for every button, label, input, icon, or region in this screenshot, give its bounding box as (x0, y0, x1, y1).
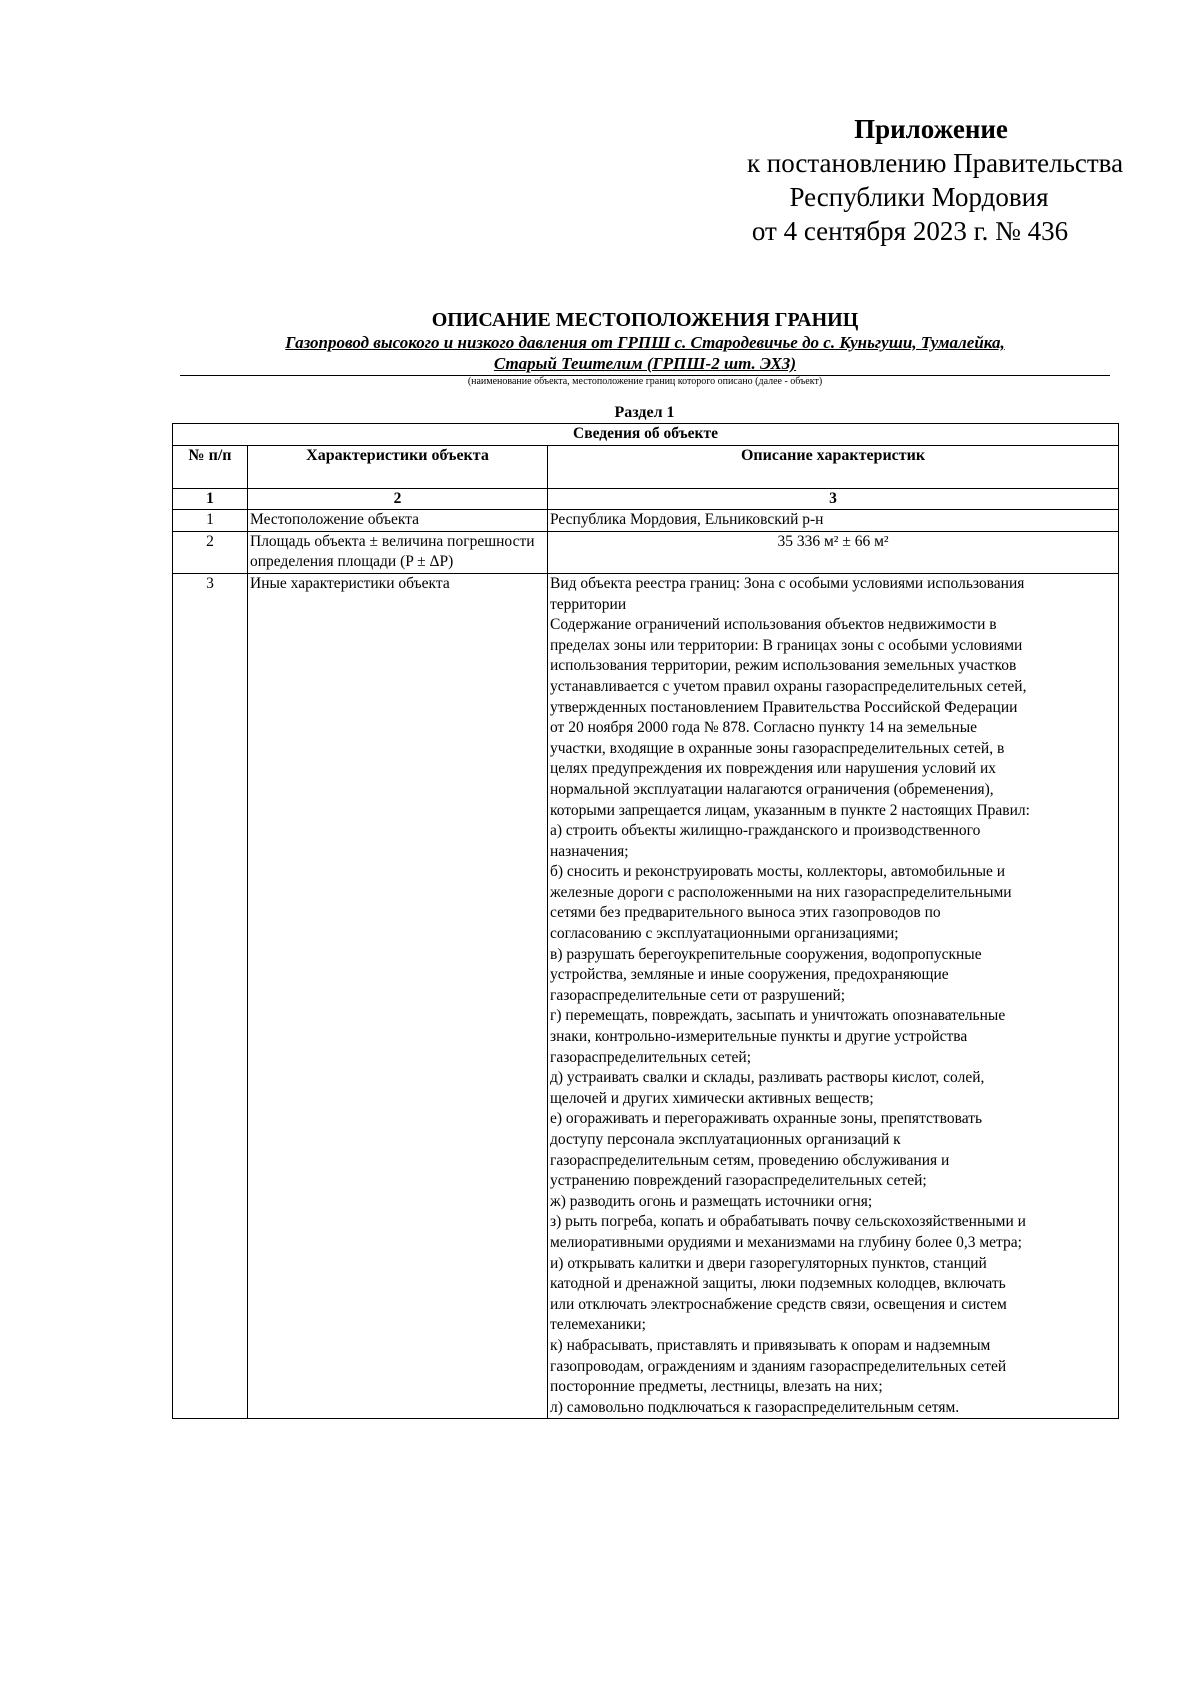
description-line: л) самовольно подключаться к газораспределительным сетям. (550, 1398, 960, 1416)
description-line: к) набрасывать, приставлять и привязывать к опорам и надземным (550, 1336, 991, 1354)
object-info-table (172, 423, 1119, 1419)
description-line: з) рыть погреба, копать и обрабатывать почву сельскохозяйственными и (550, 1213, 1026, 1231)
row-description: 35 336 м² ± 66 м² (548, 531, 1119, 573)
document-title: ОПИСАНИЕ МЕСТОПОЛОЖЕНИЯ ГРАНИЦ (431, 309, 859, 331)
table-caption-row (173, 424, 1119, 446)
description-line: устранению повреждений газораспределительных сетей; (550, 1172, 927, 1190)
description-line: Содержание ограничений использования объектов недвижимости в (550, 616, 997, 634)
description-line: в) разрушать берегоукрепительные сооружения, водопропускные (550, 945, 982, 963)
row-number: 2 (173, 531, 248, 573)
column-number-1: 1 (173, 488, 248, 510)
description-line: а) строить объекты жилищно-гражданского и производственного (550, 822, 981, 840)
description-line: доступу персонала эксплуатационных организаций к (550, 1131, 901, 1148)
appendix-line-2: Республики Мордовия (789, 182, 1049, 212)
description-line: использования территории, режим использования земельных участков (550, 657, 1017, 675)
row-characteristic: Площадь объекта ± величина погрешности определения площади (P ± ΔP) (248, 531, 548, 573)
object-name-line-1: Газопровод высокого и низкого давления от ГРПШ с. Стародевичье до с. Куньгуши, Тумалейка, (285, 333, 1005, 352)
object-name-line-2: Старый Тештелим (ГРПШ-2 шт. ЭХЗ) (493, 354, 797, 373)
column-number-2: 2 (248, 488, 548, 510)
description-line: д) устраивать свалки и склады, разливать растворы кислот, солей, (550, 1069, 985, 1087)
table-caption: Сведения об объекте (173, 424, 1119, 446)
description-line: пределах зоны или территории: В границах зоны с особыми условиями (550, 636, 1023, 654)
description-line: сетями без предварительного выноса этих газопроводов по (550, 904, 941, 922)
row-description-restrictions (548, 573, 1119, 1418)
column-header-number: № п/п (173, 445, 248, 488)
description-line: согласованию с эксплуатационными организациями; (550, 925, 899, 943)
table-header-row (173, 445, 1119, 488)
description-line: е) огораживать и перегораживать охранные зоны, препятствовать (550, 1110, 983, 1128)
column-number-row (173, 488, 1119, 510)
description-line: территории (550, 595, 627, 613)
description-line: нормальной эксплуатации налагаются ограничения (обременения), (550, 780, 994, 798)
appendix-line-1: к постановлению Правительства (746, 148, 1124, 178)
description-line: б) сносить и реконструировать мосты, коллекторы, автомобильные и (550, 863, 1006, 881)
description-line: щелочей и других химически активных веществ; (550, 1089, 874, 1107)
description-line: посторонние предметы, лестницы, влезать на них; (550, 1378, 883, 1396)
row-characteristic: Иные характеристики объекта (248, 573, 548, 1418)
column-header-description: Описание характеристик (548, 445, 1119, 488)
object-caption: (наименование объекта, местоположение границ которого описано (далее - объект) (467, 376, 823, 387)
table-row (173, 531, 1119, 573)
description-line: ж) разводить огонь и размещать источники огня; (550, 1192, 873, 1210)
description-line: участки, входящие в охранные зоны газораспределительных сетей, в (550, 739, 1005, 757)
row-description: Республика Мордовия, Ельниковский р-н (548, 510, 1119, 532)
description-line: газораспределительных сетей; (550, 1048, 752, 1066)
description-line: устанавливается с учетом правил охраны газораспределительных сетей, (550, 677, 1027, 695)
appendix-block (690, 112, 1140, 248)
table-row (173, 573, 1119, 1418)
table-row (173, 510, 1119, 532)
row-number: 3 (173, 573, 248, 1418)
document-header (180, 308, 1110, 388)
description-line: от 20 ноября 2000 года № 878. Согласно пункту 14 на земельные (550, 719, 977, 737)
description-line: г) перемещать, повреждать, засыпать и уничтожать опознавательные (550, 1007, 1006, 1025)
row-number: 1 (173, 510, 248, 532)
description-line: железные дороги с расположенными на них газораспределительными (550, 883, 1012, 901)
description-line: телемеханики; (550, 1316, 646, 1334)
column-header-characteristics: Характеристики объекта (248, 445, 548, 488)
description-line: катодной и дренажной защиты, люки подземных колодцев, включать (550, 1275, 1006, 1293)
description-line: газораспределительным сетям, проведению обслуживания и (550, 1151, 950, 1169)
description-line: целях предупреждения их повреждения или нарушения условий их (550, 760, 997, 778)
description-line: утвержденных постановлением Правительства Российской Федерации (550, 698, 1018, 716)
description-line: знаки, контрольно-измерительные пункты и другие устройства (550, 1028, 968, 1046)
row-characteristic: Местоположение объекта (248, 510, 548, 532)
description-line: назначения; (550, 842, 629, 860)
description-line: газопроводам, ограждениям и зданиям газораспределительных сетей (550, 1357, 1007, 1375)
description-line: или отключать электроснабжение средств связи, освещения и систем (550, 1295, 1007, 1313)
column-number-3: 3 (548, 488, 1119, 510)
appendix-title: Приложение (854, 114, 1008, 144)
description-line: которыми запрещается лицам, указанным в пункте 2 настоящих Правил: (550, 801, 1030, 819)
description-line: газораспределительные сети от разрушений; (550, 986, 846, 1004)
description-line: и) открывать калитки и двери газорегуляторных пунктов, станций (550, 1254, 987, 1272)
appendix-line-3: от 4 сентября 2023 г. № 436 (751, 216, 1069, 246)
description-line: мелиоративными орудиями и механизмами на глубину более 0,3 метра; (550, 1233, 1022, 1251)
section-title: Раздел 1 (614, 404, 675, 421)
description-line: устройства, земляные и иные сооружения, предохраняющие (550, 966, 949, 984)
description-line: Вид объекта реестра границ: Зона с особыми условиями использования (550, 574, 1025, 592)
